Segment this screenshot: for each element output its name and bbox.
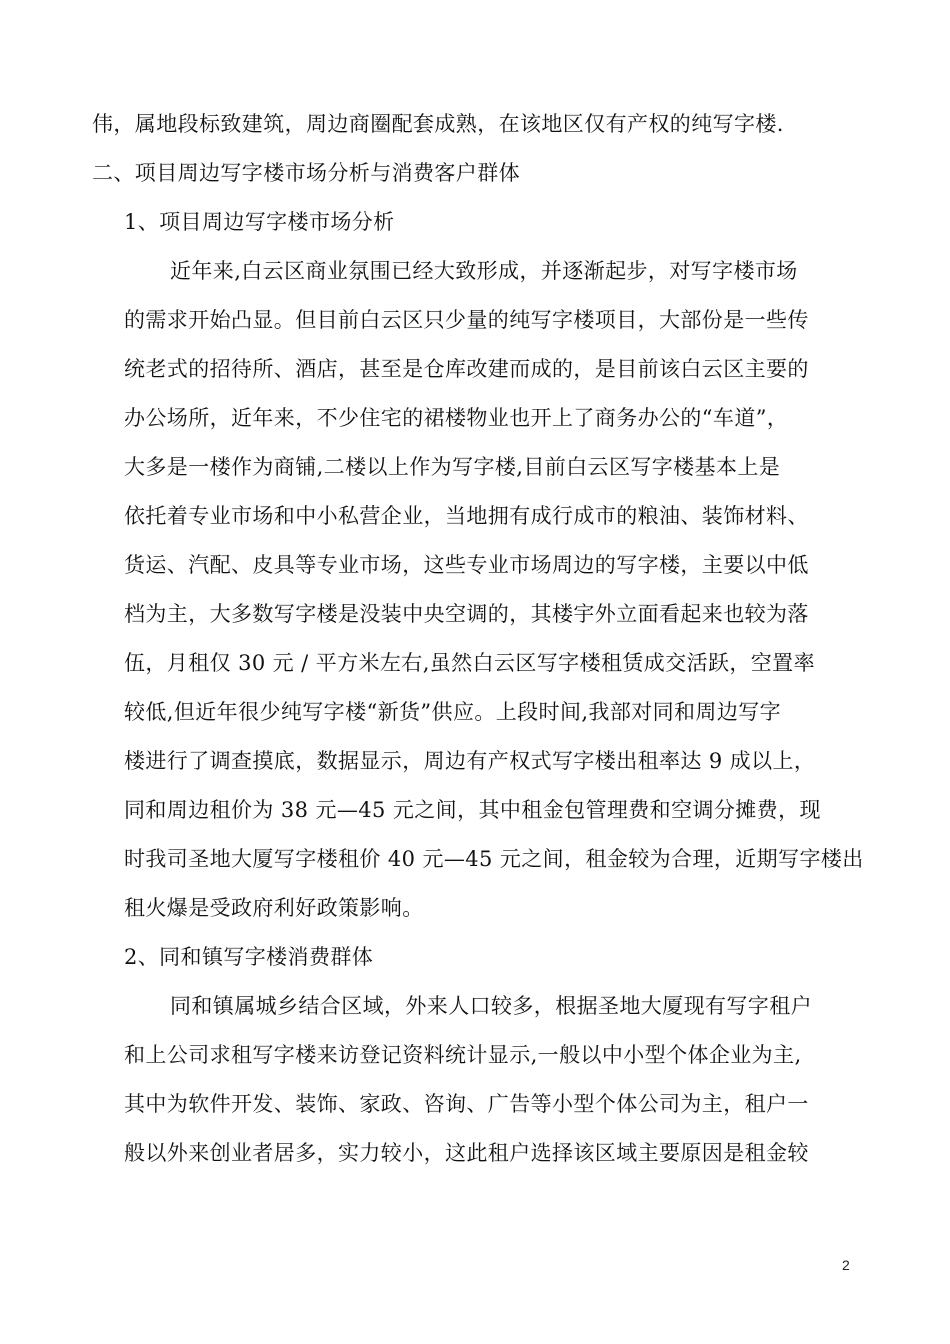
text-line: 伟，属地段标致建筑，周边商圈配套成熟，在该地区仅有产权的纯写字楼. (92, 112, 784, 136)
text-line: 近年来,白云区商业氛围已经大致形成，并逐渐起步，对写字楼市场 (170, 259, 798, 283)
text-line: 般以外来创业者居多，实力较小，这此租户选择该区域主要原因是租金较 (124, 1141, 809, 1165)
text-line: 伍，月租仅 30 元 / 平方米左右,虽然白云区写字楼租赁成交活跃，空置率 (124, 651, 815, 675)
text-line: 楼进行了调查摸底，数据显示，周边有产权式写字楼出租率达 9 成以上， (124, 749, 816, 773)
text-line: 依托着专业市场和中小私营企业，当地拥有成行成市的粮油、装饰材料、 (124, 504, 809, 528)
text-line: 同和周边租价为 38 元—45 元之间，其中租金包管理费和空调分摊费，现 (124, 798, 821, 822)
text-line: 同和镇属城乡结合区域，外来人口较多，根据圣地大厦现有写字租户 (170, 994, 812, 1018)
text-line: 的需求开始凸显。但目前白云区只少量的纯写字楼项目，大部份是一些传 (124, 308, 809, 332)
text-line: 档为主，大多数写字楼是没装中央空调的，其楼宇外立面看起来也较为落 (124, 602, 809, 626)
page-number: 2 (842, 1257, 850, 1273)
text-line: 大多是一楼作为商铺,二楼以上作为写字楼,目前白云区写字楼基本上是 (124, 455, 781, 479)
text-line: 货运、汽配、皮具等专业市场，这些专业市场周边的写字楼，主要以中低 (124, 553, 809, 577)
text-line: 和上公司求租写字楼来访登记资料统计显示,一般以中小型个体企业为主, (124, 1043, 802, 1067)
section-heading: 二、项目周边写字楼市场分析与消费客户群体 (92, 161, 520, 185)
text-line: 统老式的招待所、酒店，甚至是仓库改建而成的，是目前该白云区主要的 (124, 357, 809, 381)
text-line: 较低,但近年很少纯写字楼“新货”供应。上段时间,我部对同和周边写字 (124, 700, 782, 724)
subsection-heading: 1、项目周边写字楼市场分析 (124, 210, 395, 234)
text-line: 其中为软件开发、装饰、家政、咨询、广告等小型个体公司为主，租户一 (124, 1092, 809, 1116)
subsection-heading: 2、同和镇写字楼消费群体 (124, 945, 374, 969)
text-line: 租火爆是受政府利好政策影响。 (124, 896, 424, 920)
text-line: 办公场所，近年来，不少住宅的裙楼物业也开上了商务办公的“车道”， (124, 406, 789, 430)
text-line: 时我司圣地大厦写字楼租价 40 元—45 元之间，租金较为合理，近期写字楼出 (124, 847, 864, 871)
